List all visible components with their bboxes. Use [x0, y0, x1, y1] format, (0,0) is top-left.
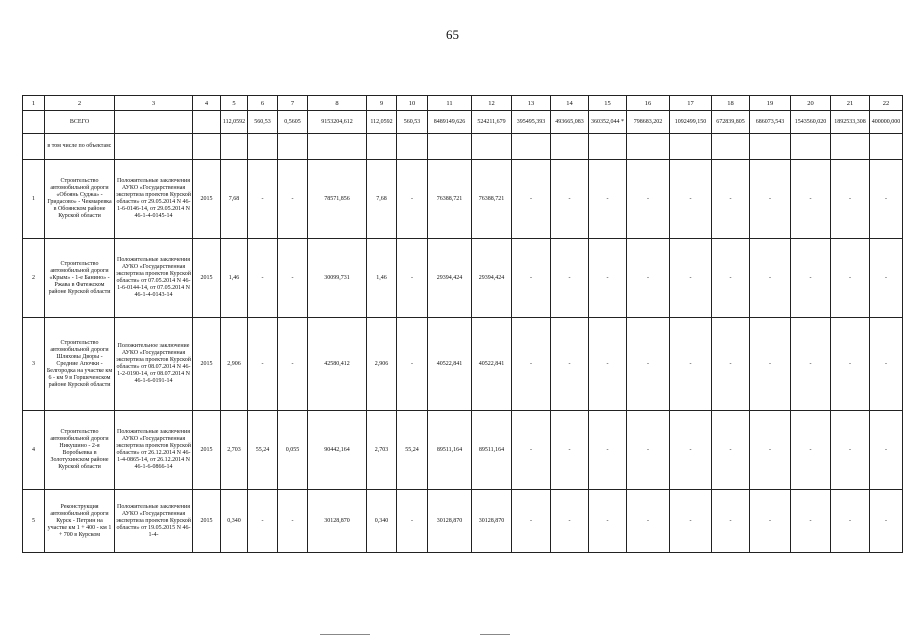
empty-cell	[428, 134, 472, 160]
table-row	[23, 490, 903, 553]
value-cell: 76388,721	[428, 160, 472, 239]
value-cell: -	[278, 160, 308, 239]
value-cell: -	[870, 411, 903, 490]
value-cell: -	[831, 318, 870, 411]
value-cell: -	[551, 318, 589, 411]
total-cell: 360352,044 *	[589, 111, 627, 134]
value-cell: 30128,870	[472, 490, 512, 553]
empty-cell	[791, 134, 831, 160]
value-cell: -	[397, 160, 428, 239]
total-cell: 1092499,150	[670, 111, 712, 134]
column-number: 19	[750, 96, 791, 111]
column-number: 22	[870, 96, 903, 111]
column-number: 13	[512, 96, 551, 111]
value-cell: -	[248, 490, 278, 553]
value-cell: -	[791, 490, 831, 553]
value-cell: -	[831, 160, 870, 239]
total-cell: 400000,000	[870, 111, 903, 134]
column-number: 10	[397, 96, 428, 111]
approval-document: Положительные заключения АУКО «Государственная экспертиза проектов Курской области» от 29.05.2014 N 46-1-6-0146-14, от 29.05.2014 N 46-1-4-0145-14	[115, 160, 193, 239]
empty-cell	[712, 134, 750, 160]
value-cell: 2015	[193, 318, 221, 411]
empty-cell	[551, 134, 589, 160]
row-number: 3	[23, 318, 45, 411]
total-cell: 112,0592	[367, 111, 397, 134]
object-name: Строительство автомобильной дороги Никушино - 2-я Воробьевка в Золотухинском районе Курской области	[45, 411, 115, 490]
total-cell: 395495,393	[512, 111, 551, 134]
approval-document: Положительные заключения АУКО «Государственная экспертиза проектов Курской области» от 26.12.2014 N 46-1-4-0865-14, от 26.12.2014 N 46-1-6-0866-14	[115, 411, 193, 490]
empty-cell	[750, 134, 791, 160]
empty-cell	[193, 134, 221, 160]
empty-cell	[472, 134, 512, 160]
column-number: 21	[831, 96, 870, 111]
scan-edge-mark	[480, 634, 510, 635]
investment-table	[22, 95, 903, 553]
column-number: 16	[627, 96, 670, 111]
empty-cell	[627, 134, 670, 160]
value-cell: -	[670, 318, 712, 411]
empty-cell	[670, 134, 712, 160]
value-cell: -	[248, 160, 278, 239]
value-cell: 0,055	[278, 411, 308, 490]
total-cell: 1543560,020	[791, 111, 831, 134]
column-number: 15	[589, 96, 627, 111]
total-cell: 493665,083	[551, 111, 589, 134]
value-cell: 89511,164	[472, 411, 512, 490]
total-cell: 686073,543	[750, 111, 791, 134]
column-number: 14	[551, 96, 589, 111]
value-cell: -	[589, 239, 627, 318]
total-cell: 1892533,308	[831, 111, 870, 134]
total-cell: 524211,679	[472, 111, 512, 134]
value-cell: -	[248, 239, 278, 318]
value-cell: 90442,164	[308, 411, 367, 490]
value-cell: 2015	[193, 411, 221, 490]
value-cell: -	[627, 160, 670, 239]
value-cell: -	[870, 490, 903, 553]
empty-cell	[831, 134, 870, 160]
value-cell: -	[589, 318, 627, 411]
value-cell: -	[870, 239, 903, 318]
value-cell: 7,68	[367, 160, 397, 239]
value-cell: 2015	[193, 239, 221, 318]
value-cell: -	[791, 160, 831, 239]
column-number: 1	[23, 96, 45, 111]
column-number: 5	[221, 96, 248, 111]
empty-cell	[248, 134, 278, 160]
column-number: 18	[712, 96, 750, 111]
value-cell: 78571,856	[308, 160, 367, 239]
value-cell: -	[512, 490, 551, 553]
value-cell: -	[791, 239, 831, 318]
value-cell: -	[589, 160, 627, 239]
value-cell: -	[750, 318, 791, 411]
total-cell: 8489149,626	[428, 111, 472, 134]
empty-cell	[278, 134, 308, 160]
row-number: 5	[23, 490, 45, 553]
value-cell: -	[397, 239, 428, 318]
column-number: 9	[367, 96, 397, 111]
value-cell: -	[750, 411, 791, 490]
value-cell: -	[278, 239, 308, 318]
empty-cell	[115, 134, 193, 160]
row-number: 1	[23, 160, 45, 239]
value-cell: -	[627, 318, 670, 411]
value-cell: -	[589, 490, 627, 553]
value-cell: 76388,721	[472, 160, 512, 239]
value-cell: -	[397, 318, 428, 411]
subheader-cell-empty	[23, 134, 45, 160]
value-cell: 2,906	[221, 318, 248, 411]
value-cell: -	[589, 411, 627, 490]
value-cell: -	[627, 411, 670, 490]
empty-cell	[512, 134, 551, 160]
value-cell: 42580,412	[308, 318, 367, 411]
object-name: Строительство автомобильной дороги «Обоянь Суджа» - Гридасово» - Чекмаревка в Обоянском районе Курской области	[45, 160, 115, 239]
table-row	[23, 318, 903, 411]
scan-edge-mark	[320, 634, 370, 635]
value-cell: 30099,731	[308, 239, 367, 318]
column-number: 3	[115, 96, 193, 111]
column-number: 17	[670, 96, 712, 111]
total-cell	[115, 111, 193, 134]
object-name: Строительство автомобильной дороги «Крым» - 1-е Банино» - Ржава в Фатежском районе Курской области	[45, 239, 115, 318]
value-cell: 1,46	[221, 239, 248, 318]
column-number: 20	[791, 96, 831, 111]
value-cell: 30128,870	[428, 490, 472, 553]
value-cell: -	[831, 490, 870, 553]
value-cell: -	[248, 318, 278, 411]
total-cell: 798683,202	[627, 111, 670, 134]
value-cell: -	[627, 490, 670, 553]
empty-cell	[308, 134, 367, 160]
value-cell: -	[551, 490, 589, 553]
column-number: 6	[248, 96, 278, 111]
value-cell: 55,24	[397, 411, 428, 490]
row-number: 2	[23, 239, 45, 318]
value-cell: -	[750, 239, 791, 318]
object-name: Реконструкция автомобильной дороги Курск - Петрин на участке км 1 + 400 - км 1 + 700 в Курском	[45, 490, 115, 553]
column-number: 2	[45, 96, 115, 111]
total-cell: 112,0592	[221, 111, 248, 134]
column-number: 11	[428, 96, 472, 111]
value-cell: -	[512, 411, 551, 490]
value-cell: 29394,424	[428, 239, 472, 318]
value-cell: 55,24	[248, 411, 278, 490]
value-cell: -	[627, 239, 670, 318]
value-cell: 2015	[193, 490, 221, 553]
total-cell: 9153204,612	[308, 111, 367, 134]
value-cell: 1,46	[367, 239, 397, 318]
value-cell: -	[750, 490, 791, 553]
value-cell: -	[712, 239, 750, 318]
value-cell: 2,703	[367, 411, 397, 490]
value-cell: 2,703	[221, 411, 248, 490]
value-cell: 2,906	[367, 318, 397, 411]
value-cell: -	[712, 160, 750, 239]
value-cell: -	[278, 490, 308, 553]
row-number: 4	[23, 411, 45, 490]
value-cell: -	[512, 239, 551, 318]
empty-cell	[589, 134, 627, 160]
value-cell: -	[791, 411, 831, 490]
total-cell: 0,5605	[278, 111, 308, 134]
value-cell: -	[551, 239, 589, 318]
value-cell: 30128,870	[308, 490, 367, 553]
approval-document: Положительное заключение АУКО «Государственная экспертиза проектов Курской области» от 08.07.2014 N 46-1-2-0190-14, от 08.07.2014 N 46-1-6-0191-14	[115, 318, 193, 411]
table-row	[23, 411, 903, 490]
value-cell: 7,68	[221, 160, 248, 239]
column-number: 12	[472, 96, 512, 111]
value-cell: 0,340	[367, 490, 397, 553]
value-cell: -	[670, 411, 712, 490]
subheader-label: в том числе по объектам:	[45, 134, 115, 160]
value-cell: -	[712, 490, 750, 553]
total-cell: 560,53	[248, 111, 278, 134]
value-cell: -	[397, 490, 428, 553]
value-cell: -	[750, 160, 791, 239]
empty-cell	[397, 134, 428, 160]
total-cell: 560,53	[397, 111, 428, 134]
column-number: 7	[278, 96, 308, 111]
value-cell: -	[712, 318, 750, 411]
table-row	[23, 239, 903, 318]
value-cell: -	[712, 411, 750, 490]
column-number: 4	[193, 96, 221, 111]
empty-cell	[870, 134, 903, 160]
value-cell: -	[870, 318, 903, 411]
total-cell: 672839,805	[712, 111, 750, 134]
table-row	[23, 160, 903, 239]
page-number: 65	[446, 27, 459, 42]
value-cell: -	[670, 239, 712, 318]
approval-document: Положительные заключения АУКО «Государственная экспертиза проектов Курской области» от 19.05.2015 N 46-1-4-	[115, 490, 193, 553]
total-label: ВСЕГО	[45, 111, 115, 134]
total-cell	[193, 111, 221, 134]
value-cell: -	[791, 318, 831, 411]
value-cell: 40522,841	[472, 318, 512, 411]
empty-cell	[221, 134, 248, 160]
column-number-row	[23, 96, 903, 111]
table-body	[23, 96, 903, 553]
value-cell: -	[831, 411, 870, 490]
column-number: 8	[308, 96, 367, 111]
value-cell: 89511,164	[428, 411, 472, 490]
value-cell: 40522,841	[428, 318, 472, 411]
value-cell: -	[512, 318, 551, 411]
value-cell: 2015	[193, 160, 221, 239]
total-row	[23, 111, 903, 134]
value-cell: -	[670, 490, 712, 553]
total-cell-empty	[23, 111, 45, 134]
value-cell: -	[551, 411, 589, 490]
value-cell: -	[670, 160, 712, 239]
subheader-row	[23, 134, 903, 160]
empty-cell	[367, 134, 397, 160]
value-cell: -	[512, 160, 551, 239]
value-cell: -	[551, 160, 589, 239]
value-cell: 29394,424	[472, 239, 512, 318]
approval-document: Положительные заключения АУКО «Государственная экспертиза проектов Курской области» от 07.05.2014 N 46-1-6-0144-14, от 07.05.2014 N 46-1-4-0143-14	[115, 239, 193, 318]
value-cell: -	[870, 160, 903, 239]
object-name: Строительство автомобильной дороги Шляховы Дворы - Средние Апочки - Белгородка на участке км 6 - км 9 в Горшеченском районе Курской области	[45, 318, 115, 411]
value-cell: -	[831, 239, 870, 318]
value-cell: -	[278, 318, 308, 411]
value-cell: 0,340	[221, 490, 248, 553]
